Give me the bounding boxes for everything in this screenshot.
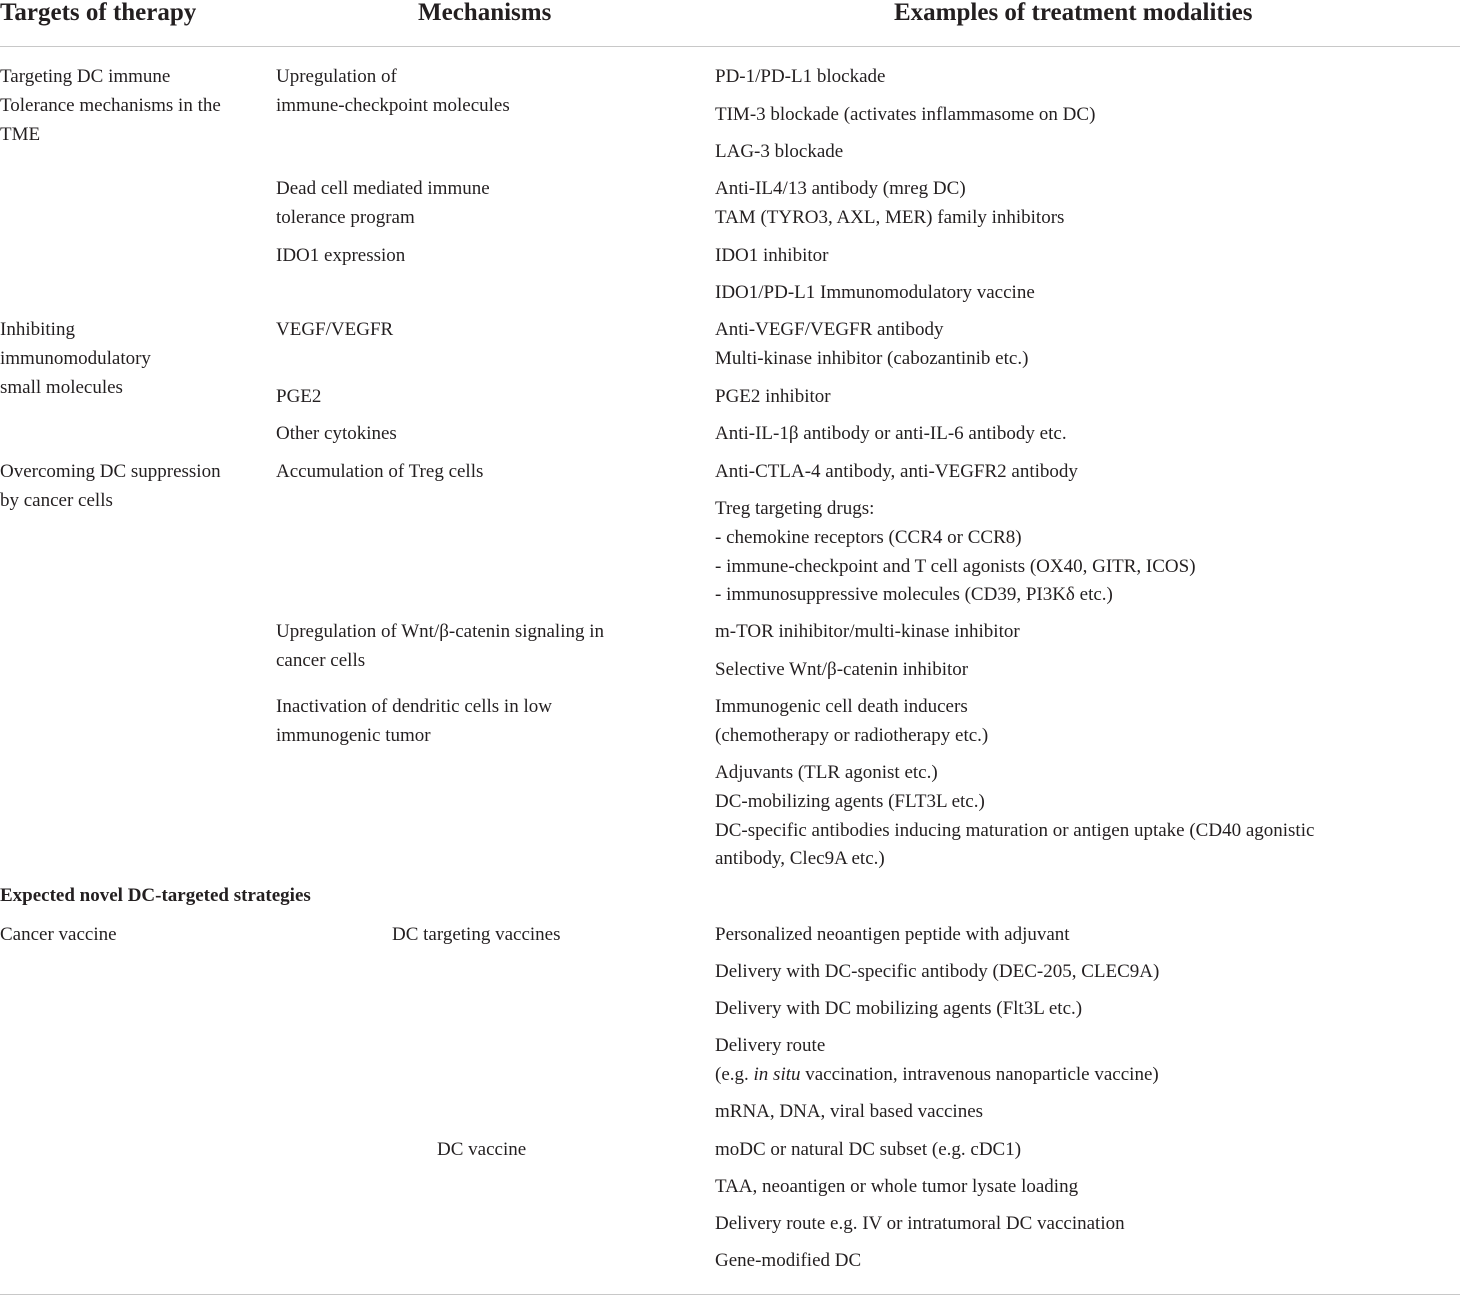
cell-line: immunogenic tumor xyxy=(276,724,431,746)
cell-line: cancer cells xyxy=(276,649,366,671)
example-cell xyxy=(715,458,1078,487)
mechanism-cell xyxy=(276,316,393,345)
example-cell xyxy=(715,1247,861,1276)
cell-line: Upregulation of xyxy=(276,66,397,87)
example-cell xyxy=(715,495,1196,610)
cell-line: by cancer cells xyxy=(0,489,113,511)
cell-line: - chemokine receptors (CCR4 or CCR8) xyxy=(715,526,1022,548)
cell-line: Tolerance mechanisms in the xyxy=(0,94,221,116)
section-heading xyxy=(0,882,311,911)
mechanism-cell xyxy=(437,1136,526,1165)
cell-line: Dead cell mediated immune xyxy=(276,178,490,199)
mechanism-cell xyxy=(276,175,490,233)
example-cell xyxy=(715,618,1020,647)
example-cell xyxy=(715,958,1159,987)
example-cell xyxy=(715,101,1095,130)
mechanism-cell xyxy=(276,242,405,271)
example-cell xyxy=(715,279,1035,308)
cell-line: small molecules xyxy=(0,376,123,398)
cell-line: immune-checkpoint molecules xyxy=(276,94,510,116)
mechanism-cell xyxy=(276,383,321,412)
cell-line: Overcoming DC suppression xyxy=(0,461,221,482)
cell-line: (chemotherapy or radiotherapy etc.) xyxy=(715,724,989,746)
cell-line: DC-specific antibodies inducing maturation or antigen uptake (CD40 agonistic xyxy=(715,819,1315,841)
example-cell xyxy=(715,138,843,167)
cell-line: Treg targeting drugs: xyxy=(715,498,875,519)
target-cell xyxy=(0,63,221,149)
example-cell xyxy=(715,1173,1078,1202)
example-cell xyxy=(715,693,988,751)
cell-line: TIM-3 blockade (activates inflammasome on DC) xyxy=(715,104,1096,125)
example-cell xyxy=(715,759,1314,874)
cell-line: DC targeting vaccines xyxy=(392,924,561,945)
cell-line: Adjuvants (TLR agonist etc.) xyxy=(715,762,938,783)
example-cell xyxy=(715,420,1067,449)
cell-line: IDO1/PD-L1 Immunomodulatory vaccine xyxy=(715,282,1035,303)
target-cell xyxy=(0,316,151,402)
example-cell xyxy=(715,1032,1159,1090)
target-cell xyxy=(0,921,117,950)
cell-line: Personalized neoantigen peptide with adjuvant xyxy=(715,924,1070,945)
cell-line: - immunosuppressive molecules (CD39, PI3Kδ etc.) xyxy=(715,584,1113,606)
example-cell xyxy=(715,63,885,92)
cell-line: PD-1/PD-L1 blockade xyxy=(715,66,886,87)
cell-line: Delivery route xyxy=(715,1035,826,1056)
bottom-rule xyxy=(0,1294,1460,1295)
cell-line: TAA, neoantigen or whole tumor lysate loading xyxy=(715,1176,1079,1197)
cell-line: moDC or natural DC subset (e.g. cDC1) xyxy=(715,1139,1022,1160)
cell-line: Immunogenic cell death inducers xyxy=(715,696,968,717)
cell-line: Inactivation of dendritic cells in low xyxy=(276,696,552,717)
cell-line: TAM (TYRO3, AXL, MER) family inhibitors xyxy=(715,206,1065,228)
example-cell xyxy=(715,316,1028,374)
cell-line: mRNA, DNA, viral based vaccines xyxy=(715,1101,984,1122)
cell-line: tolerance program xyxy=(276,206,415,228)
cell-line: Delivery with DC mobilizing agents (Flt3L etc.) xyxy=(715,998,1083,1019)
mechanism-cell xyxy=(276,420,397,449)
cell-line: Anti-IL4/13 antibody (mreg DC) xyxy=(715,178,966,199)
example-cell xyxy=(715,921,1070,950)
cell-line: Selective Wnt/β-catenin inhibitor xyxy=(715,659,969,680)
cell-line: LAG-3 blockade xyxy=(715,141,844,162)
cell-line: immunomodulatory xyxy=(0,347,151,369)
cell-line: Targeting DC immune xyxy=(0,66,171,87)
cell-line: Gene-modified DC xyxy=(715,1250,862,1271)
cell-line: Expected novel DC-targeted strategies xyxy=(0,885,311,906)
mechanism-cell xyxy=(276,458,483,487)
cell-line: Anti-IL-1β antibody or anti-IL-6 antibody etc. xyxy=(715,423,1067,444)
cell-line: Multi-kinase inhibitor (cabozantinib etc.) xyxy=(715,347,1029,369)
mechanism-cell xyxy=(276,618,604,676)
cell-line: Upregulation of Wnt/β-catenin signaling in xyxy=(276,621,605,642)
example-cell xyxy=(715,995,1082,1024)
cell-line: - immune-checkpoint and T cell agonists (OX40, GITR, ICOS) xyxy=(715,555,1196,577)
example-cell xyxy=(715,1098,983,1127)
header-rule xyxy=(0,46,1460,47)
header-targets: Targets of therapy xyxy=(0,0,197,26)
cell-line: (e.g. in situ vaccination, intravenous nanoparticle vaccine) xyxy=(715,1063,1159,1085)
header-mechanisms: Mechanisms xyxy=(418,0,552,26)
cell-line: DC-mobilizing agents (FLT3L etc.) xyxy=(715,790,985,812)
cell-line: Accumulation of Treg cells xyxy=(276,461,484,482)
example-cell xyxy=(715,242,828,271)
cell-line: TME xyxy=(0,123,41,145)
example-cell xyxy=(715,656,968,685)
cell-line: m-TOR inihibitor/multi-kinase inhibitor xyxy=(715,621,1020,642)
cell-line: PGE2 inhibitor xyxy=(715,386,831,407)
example-cell xyxy=(715,175,1064,233)
example-cell xyxy=(715,1136,1021,1165)
cell-line: Cancer vaccine xyxy=(0,924,117,945)
cell-line: antibody, Clec9A etc.) xyxy=(715,848,885,870)
cell-line: VEGF/VEGFR xyxy=(276,319,394,340)
mechanism-cell xyxy=(276,693,552,751)
example-cell xyxy=(715,383,831,412)
mechanism-cell xyxy=(276,63,510,121)
cell-line: Delivery route e.g. IV or intratumoral DC vaccination xyxy=(715,1213,1125,1234)
cell-line: Other cytokines xyxy=(276,423,397,444)
example-cell xyxy=(715,1210,1125,1239)
cell-line: IDO1 inhibitor xyxy=(715,245,829,266)
cell-line: IDO1 expression xyxy=(276,245,406,266)
mechanism-cell xyxy=(392,921,561,950)
cell-line: Inhibiting xyxy=(0,319,75,340)
cell-line: Anti-CTLA-4 antibody, anti-VEGFR2 antibody xyxy=(715,461,1078,482)
header-examples: Examples of treatment modalities xyxy=(894,0,1253,26)
cell-line: DC vaccine xyxy=(437,1139,527,1160)
cell-line: Anti-VEGF/VEGFR antibody xyxy=(715,319,944,340)
target-cell xyxy=(0,458,221,516)
cell-line: PGE2 xyxy=(276,386,322,407)
cell-line: Delivery with DC-specific antibody (DEC-205, CLEC9A) xyxy=(715,961,1160,982)
